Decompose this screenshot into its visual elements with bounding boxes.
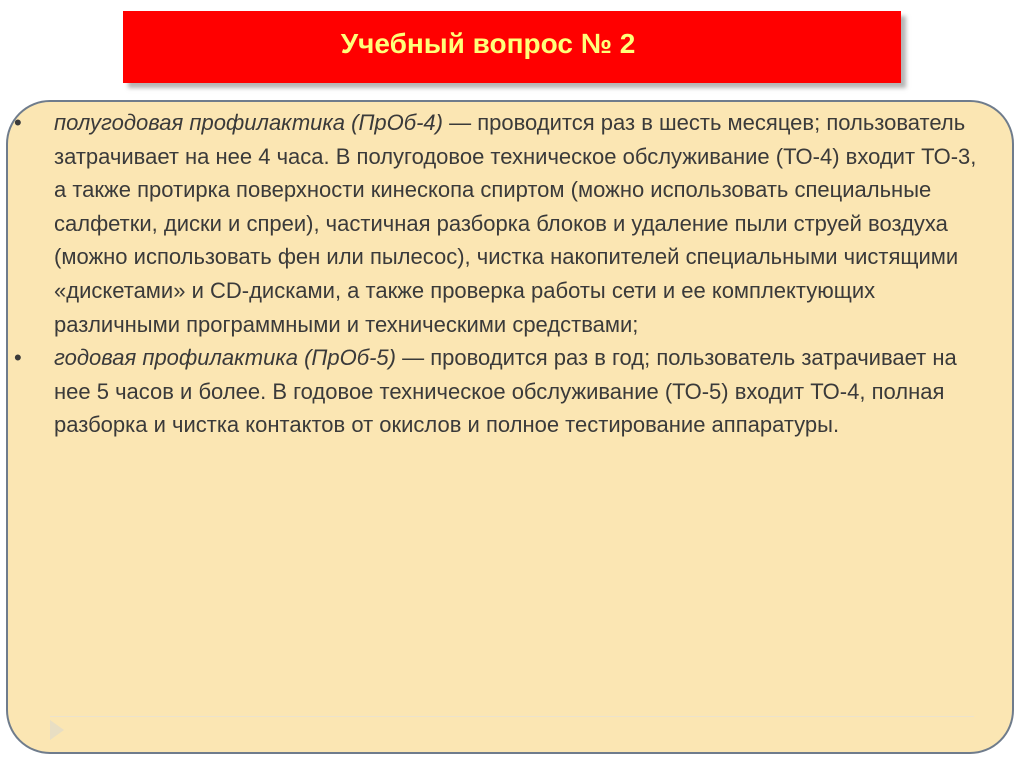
slide-navigation [50, 716, 974, 746]
list-item [14, 341, 984, 442]
list-item [14, 106, 984, 341]
item-description: — проводится раз в год; пользователь затрачивает на нее 5 часов и более. В годовое техническое обслуживание (ТО-5) входит ТО-4, полная разборка и чистка контактов от окислов и полное тестирование аппаратуры. [54, 345, 957, 438]
slide-title-bar [123, 11, 901, 83]
bullet-list [14, 106, 984, 442]
play-triangle-icon[interactable] [50, 720, 64, 740]
slide-title: Учебный вопрос № 2 [340, 28, 636, 59]
term-heading: полугодовая профилактика (ПрОб-4) [54, 110, 443, 135]
bullet-marker: • [14, 110, 22, 135]
term-heading: годовая профилактика (ПрОб-5) [54, 345, 396, 371]
bullet-marker: • [14, 345, 22, 371]
item-description: — проводится раз в шесть месяцев; пользователь затрачивает на нее 4 часа. В полугодовое техническое обслуживание (ТО-4) входит ТО-3, а также протирка поверхности кинескопа спиртом (можно использовать специальные салфетки, диски и спреи), частичная разборка блоков и удаление пыли струей воздуха (можно использовать фен или пылесос), чистка накопителей специальными чистящими «дискетами» и CD-дисками, а также проверка работы сети и ее комплектующих различными программными и техническими средствами; [54, 110, 977, 337]
nav-divider [50, 716, 974, 717]
